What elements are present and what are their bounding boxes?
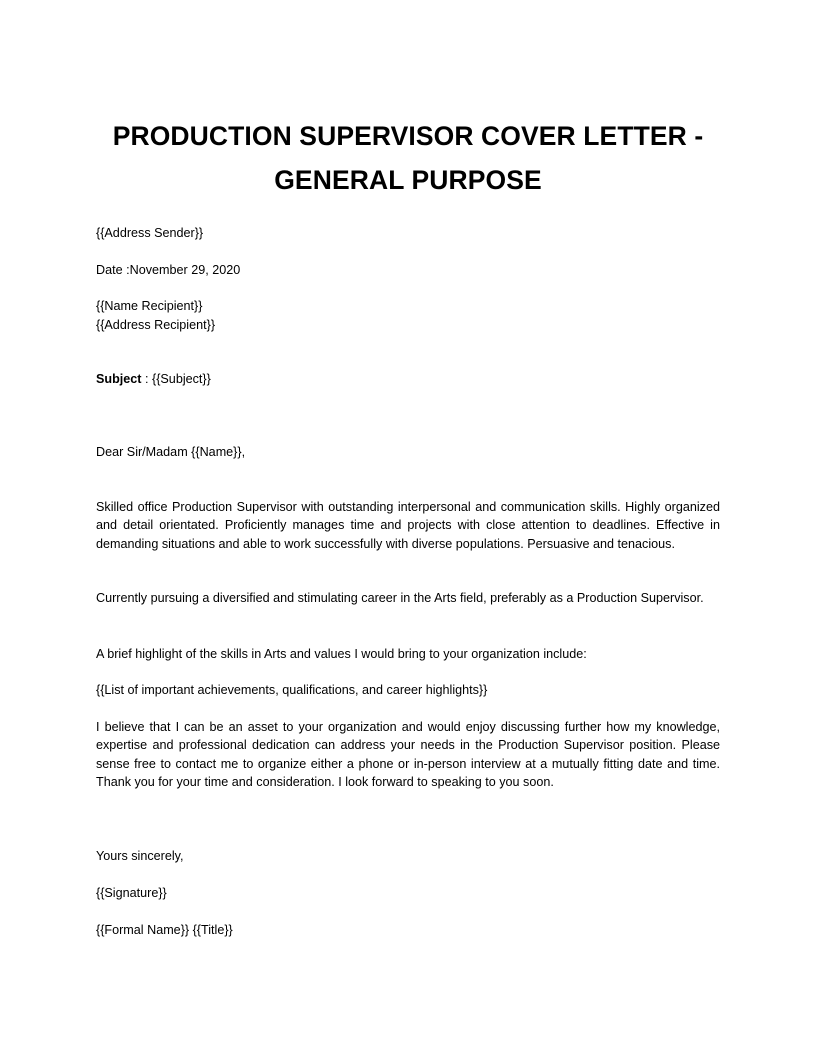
- subject-value: {{Subject}}: [152, 372, 211, 386]
- body-paragraph-3: A brief highlight of the skills in Arts and values I would bring to your organization include:: [96, 647, 587, 661]
- subject-separator: :: [141, 372, 152, 386]
- body-paragraph-5: I believe that I can be an asset to your organization and would enjoy discussing further how my knowledge, expertise and professional dedication can address your needs in the Production Supervisor position. Please sense free to contact me to organize either a phone or in-person interview at a mutually fitting date and time. Thank you for your time and consideration. I look forward to speaking to you soon.: [96, 720, 720, 789]
- subject-label: Subject: [96, 372, 142, 386]
- recipient-name: {{Name Recipient}}: [96, 299, 203, 313]
- document-title-line-2: GENERAL PURPOSE: [274, 165, 542, 195]
- body-paragraph-1: Skilled office Production Supervisor with outstanding interpersonal and communication skills. Highly organized and detail orientated. Proficiently manages time and projects with close attention to deadlines. Effective in demanding situations and able to work successfully with diverse populations. Persuasive and tenacious.: [96, 500, 720, 551]
- document-title-line-1: PRODUCTION SUPERVISOR COVER LETTER -: [112, 121, 704, 151]
- sender-address: {{Address Sender}}: [96, 226, 204, 240]
- signature: {{Signature}}: [96, 886, 167, 900]
- body-paragraph-4: {{List of important achievements, qualifications, and career highlights}}: [96, 683, 488, 697]
- document-title: [60, 114, 756, 202]
- closing: Yours sincerely,: [96, 849, 184, 863]
- formal-name-title: {{Formal Name}} {{Title}}: [96, 923, 233, 937]
- recipient-address: {{Address Recipient}}: [96, 318, 216, 332]
- salutation: Dear Sir/Madam {{Name}},: [96, 445, 246, 459]
- body-paragraph-2: Currently pursuing a diversified and stimulating career in the Arts field, preferably as a Production Supervisor.: [96, 591, 704, 605]
- letter-date: Date :November 29, 2020: [96, 263, 241, 277]
- subject-line: [96, 370, 211, 388]
